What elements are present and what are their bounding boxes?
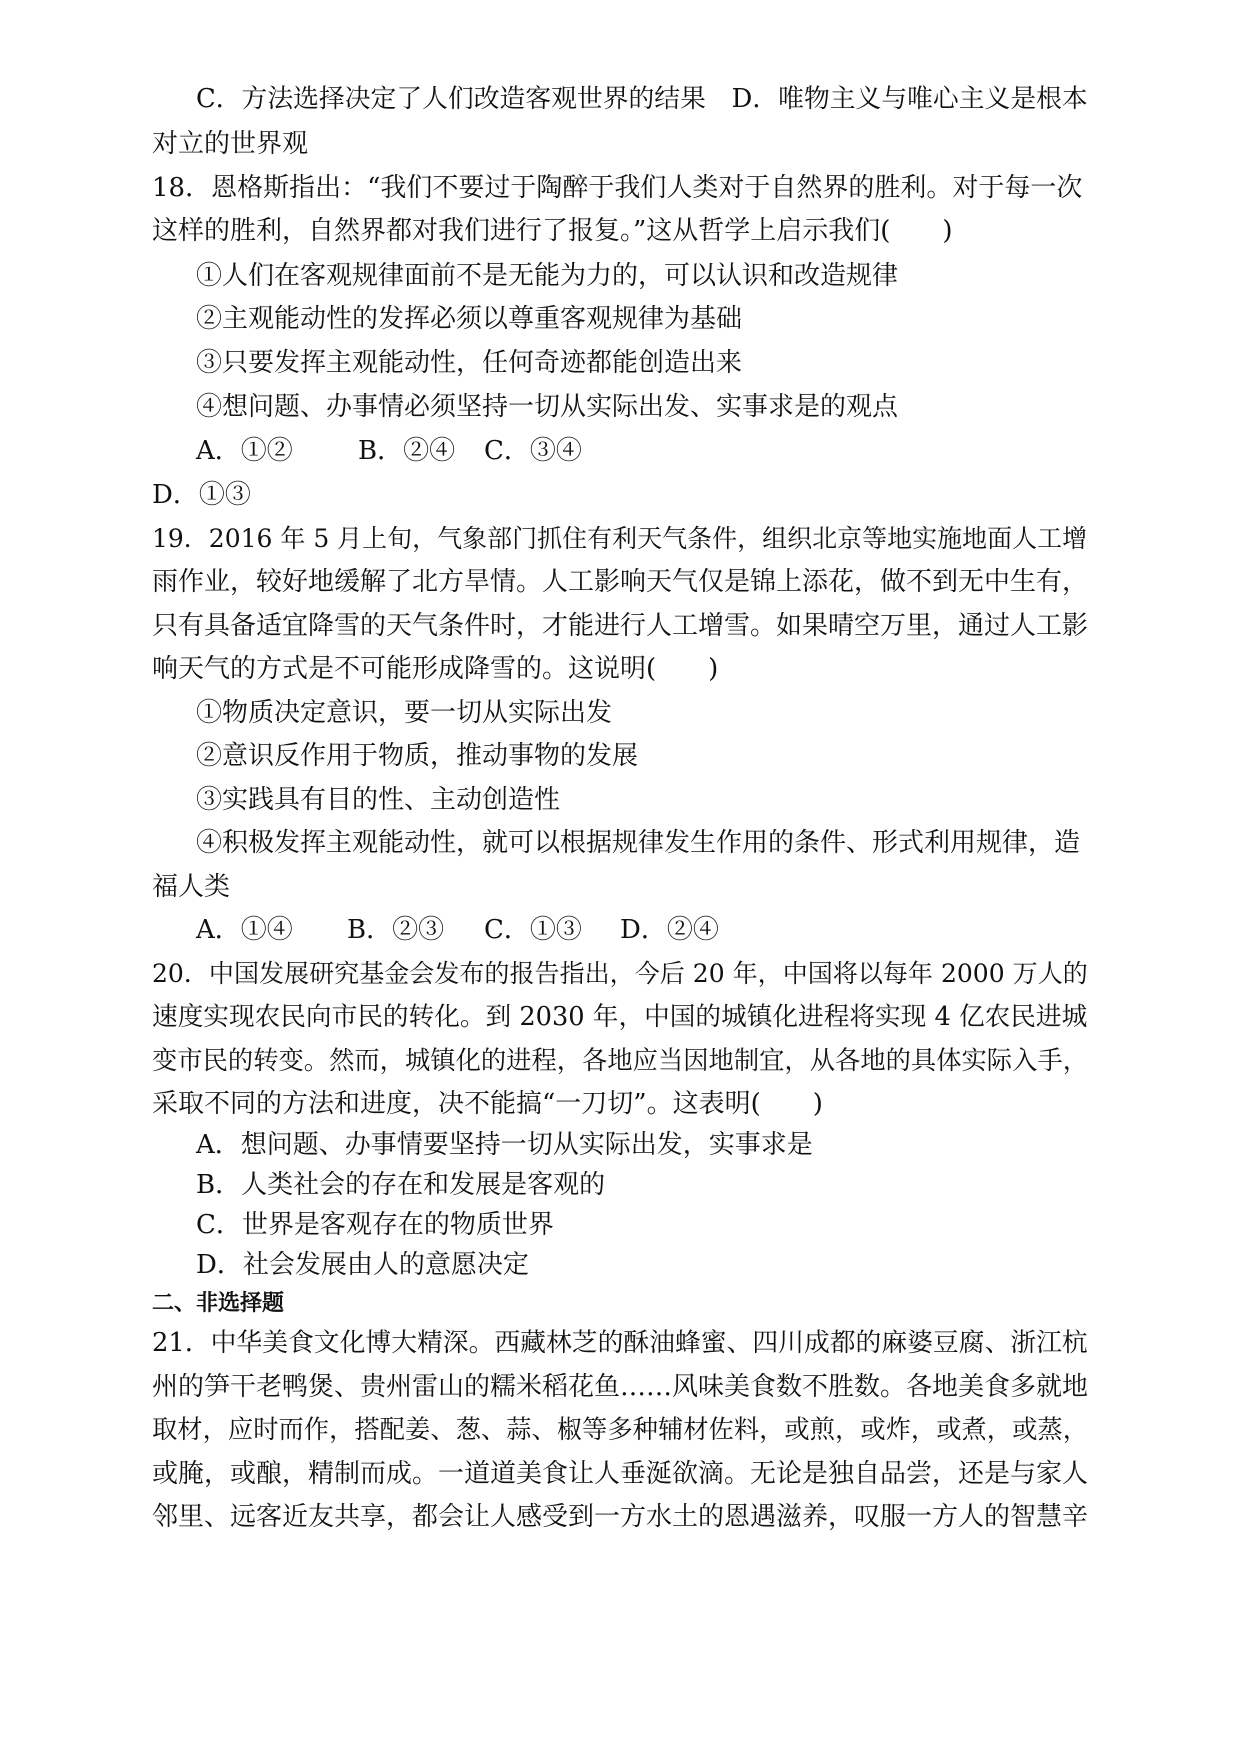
q19-stem-line4: 响天气的方式是不可能形成降雪的。这说明( ) — [152, 654, 719, 684]
q19-option-a: A．①④ — [196, 915, 293, 945]
q18-option-a: A．①② — [196, 436, 293, 466]
q21-line4: 或腌，或酿，精制而成。一道道美食让人垂涎欲滴。无论是独自品尝，还是与家人 — [152, 1459, 1089, 1489]
q18-option-c: C．③④ — [484, 436, 582, 466]
q21-line5: 邻里、远客近友共享，都会让人感受到一方水土的恩遇滋养，叹服一方人的智慧辛 — [152, 1502, 1089, 1532]
q20-stem-line1: 20．中国发展研究基金会发布的报告指出，今后 20 年，中国将以每年 2000 万人的 — [152, 959, 1088, 988]
q17-option-d-continuation: 对立的世界观 — [152, 129, 309, 159]
q19-stem-line3: 只有具备适宜降雪的天气条件时，才能进行人工增雪。如果晴空万里，通过人工影 — [152, 611, 1089, 641]
q19-statement-4-line1: ④积极发挥主观能动性，就可以根据规律发生作用的条件、形式利用规律，造 — [196, 828, 1081, 858]
q19-option-d: D．②④ — [620, 915, 719, 945]
q19-stem-line1: 19．2016 年 5 月上旬，气象部门抓住有利天气条件，组织北京等地实施地面人工增 — [152, 524, 1088, 553]
q20-stem-line2: 速度实现农民向市民的转化。到 2030 年，中国的城镇化进程将实现 4 亿农民进城 — [152, 1002, 1088, 1032]
q18-option-d: D．①③ — [152, 480, 251, 510]
q20-option-c: C．世界是客观存在的物质世界 — [196, 1210, 554, 1240]
q18-statement-3: ③只要发挥主观能动性，任何奇迹都能创造出来 — [196, 348, 743, 378]
q21-line2: 州的笋干老鸭煲、贵州雷山的糯米稻花鱼……风味美食数不胜数。各地美食多就地 — [152, 1372, 1089, 1402]
q18-statement-2: ②主观能动性的发挥必须以尊重客观规律为基础 — [196, 304, 743, 334]
q18-option-b: B．②④ — [358, 436, 456, 466]
q20-stem-line4: 采取不同的方法和进度，决不能搞“一刀切”。这表明( ) — [152, 1089, 823, 1119]
q18-statement-1: ①人们在客观规律面前不是无能为力的，可以认识和改造规律 — [196, 261, 899, 291]
q21-line3: 取材，应时而作，搭配姜、葱、蒜、椒等多种辅材佐料，或煎，或炸，或煮，或蒸， — [152, 1415, 1088, 1444]
q19-option-b: B．②③ — [347, 915, 445, 945]
q19-statement-3: ③实践具有目的性、主动创造性 — [196, 785, 561, 815]
q19-statement-2: ②意识反作用于物质，推动事物的发展 — [196, 741, 639, 771]
q19-statement-4-line2: 福人类 — [152, 872, 231, 902]
q20-stem-line3: 变市民的转变。然而，城镇化的进程，各地应当因地制宜，从各地的具体实际入手， — [152, 1046, 1088, 1075]
section-heading-non-choice: 二、非选择题 — [152, 1291, 285, 1316]
q18-stem-line1: 18．恩格斯指出：“我们不要过于陶醉于我们人类对于自然界的胜利。对于每一次 — [152, 173, 1083, 203]
q18-options-row — [0, 434, 1241, 468]
q19-statement-1: ①物质决定意识，要一切从实际出发 — [196, 698, 613, 728]
q17-option-cd: C．方法选择决定了人们改造客观世界的结果 D．唯物主义与唯心主义是根本 — [196, 84, 1088, 114]
q21-line1: 21．中华美食文化博大精深。西藏林芝的酥油蜂蜜、四川成都的麻婆豆腐、浙江杭 — [152, 1328, 1088, 1358]
q19-stem-line2: 雨作业，较好地缓解了北方旱情。人工影响天气仅是锦上添花，做不到无中生有， — [152, 567, 1089, 597]
q19-options-row — [0, 913, 1241, 947]
q20-option-d: D．社会发展由人的意愿决定 — [196, 1250, 529, 1280]
q18-stem-line2: 这样的胜利，自然界都对我们进行了报复。”这从哲学上启示我们( ) — [152, 216, 953, 246]
q18-statement-4: ④想问题、办事情必须坚持一切从实际出发、实事求是的观点 — [196, 392, 899, 422]
q20-option-b: B．人类社会的存在和发展是客观的 — [196, 1170, 606, 1200]
q20-option-a: A．想问题、办事情要坚持一切从实际出发，实事求是 — [196, 1130, 813, 1160]
q19-option-c: C．①③ — [484, 915, 582, 945]
